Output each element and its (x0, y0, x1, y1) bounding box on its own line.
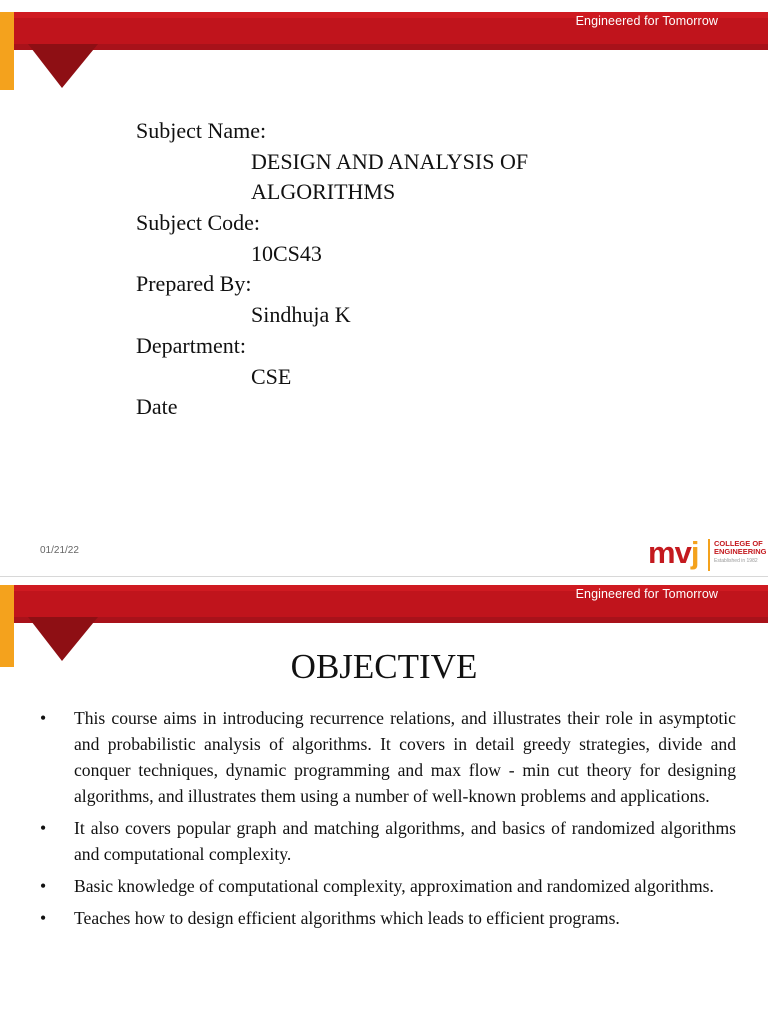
objective-list (40, 705, 736, 937)
subject-name-line2: ALGORITHMS (251, 179, 396, 204)
objective-slide (0, 577, 768, 1024)
header-tagline: Engineered for Tomorrow (575, 587, 718, 601)
header-tagline: Engineered for Tomorrow (575, 14, 718, 28)
list-item: • It also covers popular graph and matching algorithms, and basics of randomized algorithms and computational complexity. (40, 818, 736, 864)
logo-text: COLLEGE OF ENGINEERING (714, 539, 767, 556)
date-label: Date (136, 394, 178, 419)
logo-established: Established in 1982 (714, 558, 758, 564)
list-item: • Teaches how to design efficient algorithms which leads to efficient programs. (40, 908, 620, 928)
list-item: • This course aims in introducing recurrence relations, and illustrates their role in asymptotic and probabilistic analysis of algorithms. It covers in detail greedy strategies, divide and conquer techniques, dynamic programming and max flow - min cut theory for designing algorithms, and illustrates them using a number of well-known problems and applications. (40, 708, 736, 806)
department-value: CSE (251, 364, 292, 389)
prepared-by-value: Sindhuja K (251, 302, 351, 327)
department-label: Department: (136, 333, 246, 358)
subject-code-value: 10CS43 (251, 241, 322, 266)
footer-date: 01/21/22 (40, 545, 79, 556)
college-logo (648, 533, 768, 577)
subject-name-line1: DESIGN AND ANALYSIS OF (251, 149, 529, 174)
list-item: • Basic knowledge of computational complexity, approximation and randomized algorithms. (40, 876, 714, 896)
prepared-by-label: Prepared By: (136, 271, 252, 296)
subject-name-label: Subject Name: (136, 118, 267, 143)
slide-title: OBJECTIVE (290, 647, 478, 686)
subject-code-label: Subject Code: (136, 210, 261, 235)
logo-mark: mvj (648, 535, 699, 570)
